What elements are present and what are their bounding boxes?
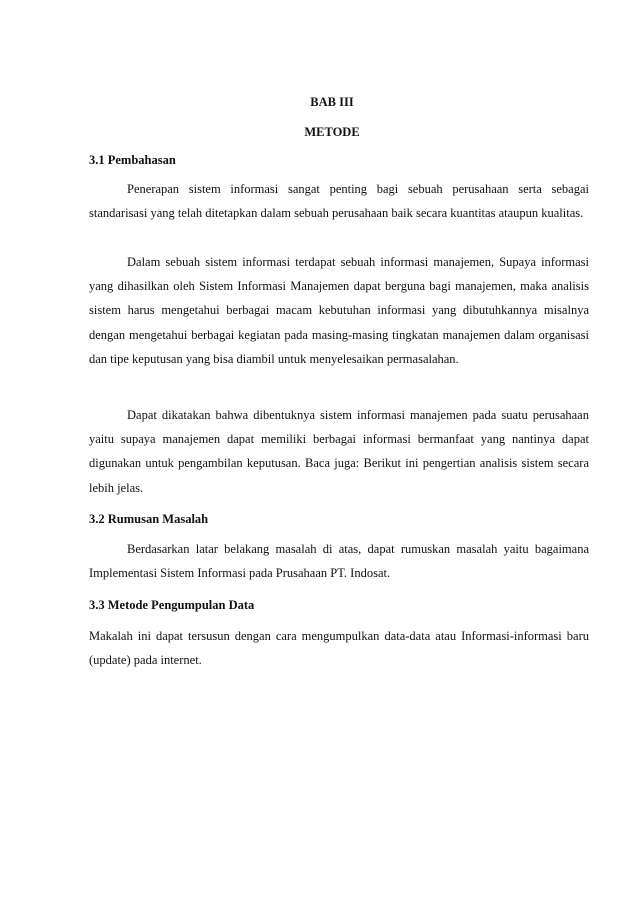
chapter-number: BAB III [310,95,354,109]
section-heading-pembahasan: 3.1 Pembahasan [89,153,176,167]
paragraph-metode-pengumpulan-data: Makalah ini dapat tersusun dengan cara mengumpulkan data-data atau Informasi-informasi baru (update) pada internet. [89,629,589,668]
chapter-title: METODE [304,125,360,139]
paragraph-pembahasan-3: Dapat dikatakan bahwa dibentuknya sistem informasi manajemen pada suatu perusahaan yaitu supaya manajemen dapat memiliki berbagai informasi bermanfaat yang nantinya dapat digunakan untuk pengambilan keputusan. Baca juga: Berikut ini pengertian analisis sistem secara lebih jelas. [89,408,589,495]
paragraph-rumusan-masalah: Berdasarkan latar belakang masalah di atas, dapat rumuskan masalah yaitu bagaimana Implementasi Sistem Informasi pada Prusahaan PT. Indosat. [89,542,589,581]
paragraph-pembahasan-1: Penerapan sistem informasi sangat penting bagi sebuah perusahaan serta sebagai standarisasi yang telah ditetapkan dalam sebuah perusahaan baik secara kuantitas ataupun kualitas. [89,182,589,221]
section-heading-metode-pengumpulan-data: 3.3 Metode Pengumpulan Data [89,598,255,612]
section-heading-rumusan-masalah: 3.2 Rumusan Masalah [89,512,209,526]
paragraph-pembahasan-2: Dalam sebuah sistem informasi terdapat sebuah informasi manajemen, Supaya informasi yang dihasilkan oleh Sistem Informasi Manajemen dapat berguna bagi manajemen, maka analisis sistem harus mengetahui berbagai macam kebutuhan informasi yang dibutuhkannya misalnya dengan mengetahui berbagai kegiatan pada masing-masing tingkatan manajemen dalam organisasi dan tipe keputusan yang bisa diambil untuk menyelesaikan permasalahan. [89,255,589,366]
